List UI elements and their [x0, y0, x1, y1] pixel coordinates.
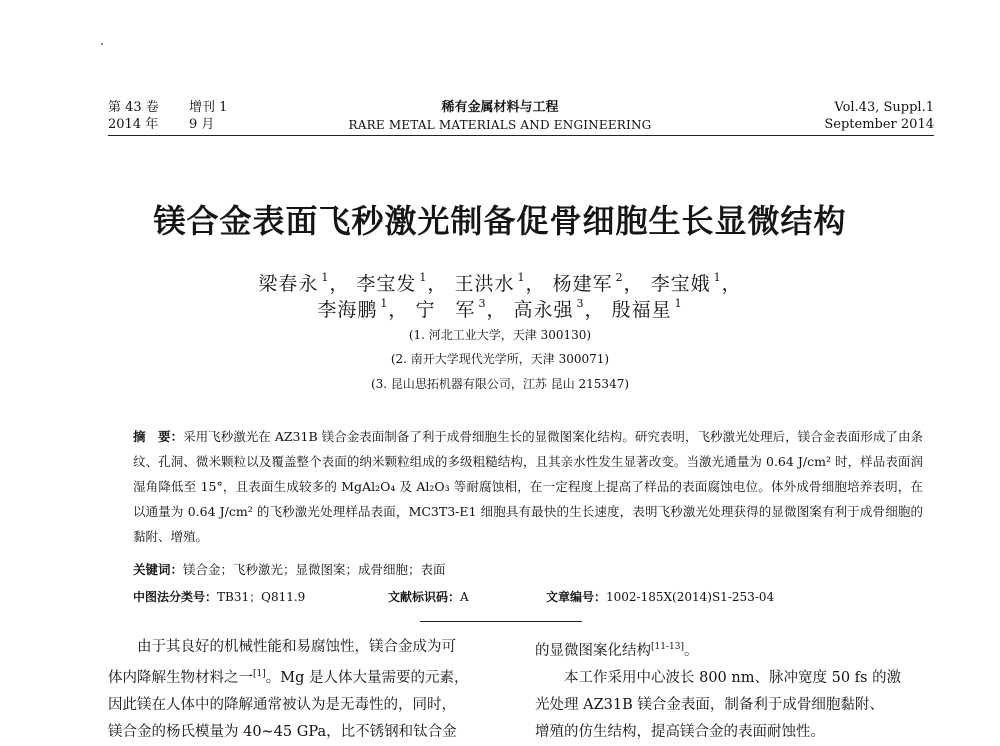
header-rule [108, 135, 934, 136]
affiliation-1: (1. 河北工业大学，天津 300130) [408, 328, 592, 342]
keywords-label: 关键词： [133, 562, 184, 577]
author: 王洪水 $^1$， [454, 271, 546, 295]
header-journal-cn: 稀有金属材料与工程 [441, 100, 559, 115]
clc-number: 中图法分类号：TB31；Q811.9 [133, 590, 306, 604]
article-number: 文章编号：1002-185X(2014)S1-253-04 [546, 590, 775, 604]
header-month-cn: 9 月 [189, 117, 215, 132]
authors-line-2 [0, 292, 1000, 322]
abstract-label: 摘 要： [133, 429, 184, 444]
body-line: 体内降解生物材料之一[1]。Mg 是人体大量需要的元素， [108, 669, 469, 686]
scan-speck [101, 43, 103, 45]
body-line: 因此镁在人体中的降解通常被认为是无毒性的，同时， [108, 697, 456, 713]
author: 高永强 $^3$， [513, 297, 605, 321]
section-divider [420, 621, 582, 622]
header-year-cn: 2014 年 [108, 117, 159, 132]
header-journal-en: RARE METAL MATERIALS AND ENGINEERING [348, 118, 652, 132]
author: 李宝发 $^1$， [356, 271, 448, 295]
abstract [133, 424, 923, 549]
keywords-text: 镁合金；飞秒激光；显微图案；成骨细胞；表面 [183, 562, 446, 577]
body-line: 光处理 AZ31B 镁合金表面，制备利于成骨细胞黏附、 [535, 697, 884, 713]
author: 宁 军 $^3$， [415, 297, 507, 321]
header-volume-cn: 第 43 卷 [108, 100, 159, 115]
author: 李海鹏 $^1$， [317, 297, 409, 321]
header-date-en: September 2014 [824, 117, 934, 132]
body-line: 的显微图案化结构[11-13]。 [535, 642, 699, 659]
abstract-text: 采用飞秒激光在 AZ31B 镁合金表面制备了利于成骨细胞生长的显微图案化结构。研究表明，飞秒激光处理后，镁合金表面形成了由条纹、孔洞、微米颗粒以及覆盖整个表面的纳米颗粒组成的多级粗糙结构，且其亲水性发生显著改变。当激光通量为 0.64 J/cm² 时，样品表面润湿角降低至 15°，且表面生成较多的 MgAl₂O₄ 及 Al₂O₃ 等耐腐蚀相，在一定程度上提高了样品的表面腐蚀电位。体外成骨细胞培养表明，在以通量为 0.64 J/cm² 的飞秒激光处理样品表面，MC3T3-E1 细胞具有最快的生长速度，表明飞秒激光处理获得的显微图案有利于成骨细胞的黏附、增殖。 [133, 429, 923, 544]
paper-title: 镁合金表面飞秒激光制备促骨细胞生长显微结构 [153, 202, 847, 240]
affiliation-2: (2. 南开大学现代光学所，天津 300071) [390, 352, 610, 366]
affiliation-3: (3. 昆山思拓机器有限公司，江苏 昆山 215347) [370, 377, 630, 391]
body-line: 镁合金的杨氏模量为 40~45 GPa，比不锈钢和钛合金 [108, 724, 457, 740]
body-left-column [108, 634, 502, 746]
body-line: 由于其良好的机械性能和易腐蚀性，镁合金成为可 [108, 639, 456, 655]
body-right-column [535, 634, 935, 746]
author: 杨建军 $^2$， [552, 271, 644, 295]
document-code: 文献标识码：A [388, 590, 469, 604]
keywords [133, 560, 923, 580]
body-line: 增殖的仿生结构，提高镁合金的表面耐蚀性。 [535, 724, 825, 740]
author: 李宝娥 $^1$， [650, 271, 742, 295]
author: 梁春永 $^1$， [258, 271, 350, 295]
header-volume-en: Vol.43, Suppl.1 [834, 100, 934, 115]
author: 殷福星 $^1$ [611, 297, 683, 321]
header-supplement-cn: 增刊 1 [189, 100, 228, 115]
body-line: 本工作采用中心波长 800 nm、脉冲宽度 50 fs 的激 [535, 670, 902, 686]
